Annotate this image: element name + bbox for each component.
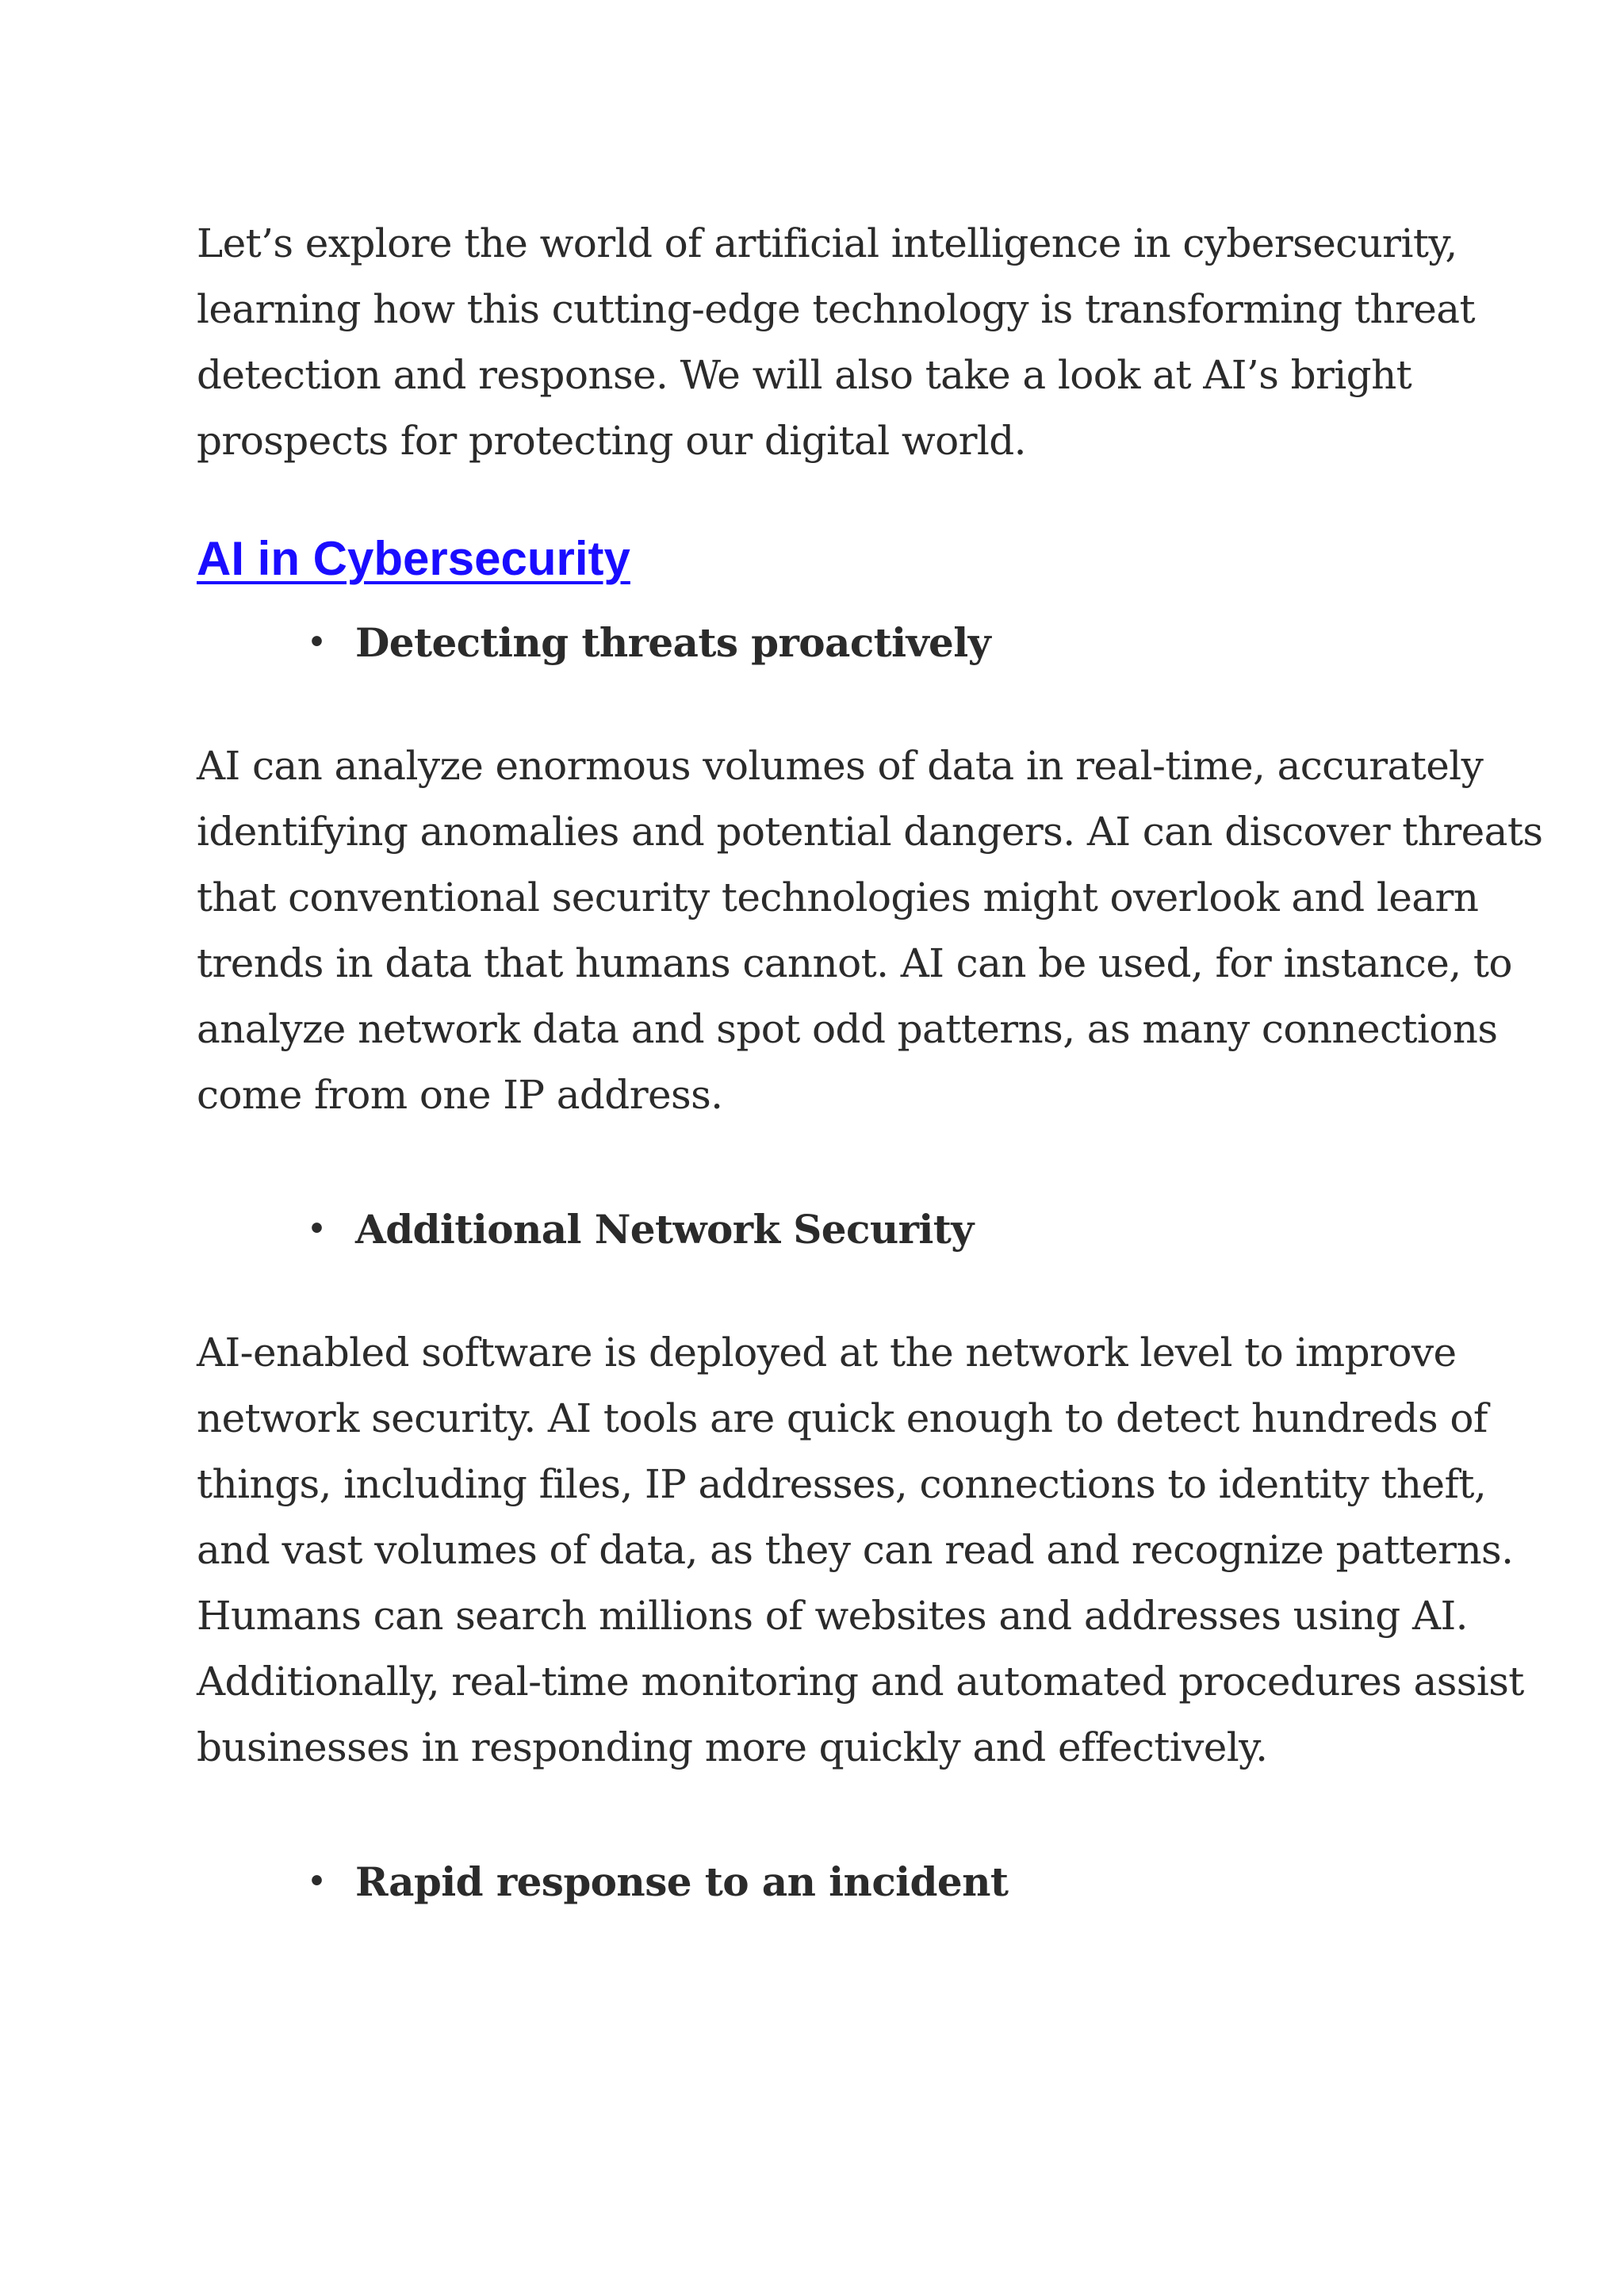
bullet-dot: • [308, 1865, 327, 1898]
paragraph-line: businesses in responding more quickly and effectively. [197, 1724, 1268, 1770]
paragraph-line: Humans can search millions of websites and addresses using AI. [197, 1593, 1468, 1639]
paragraph-line: that conventional security technologies might overlook and learn [197, 874, 1479, 920]
paragraph-line: Additionally, real-time monitoring and automated procedures assist [197, 1659, 1524, 1705]
intro-line: learning how this cutting-edge technology is transforming threat [197, 286, 1475, 332]
section-heading-link[interactable]: AI in Cybersecurity [197, 532, 630, 585]
bullet-item-rapid-response [197, 1846, 1450, 1917]
intro-paragraph [197, 211, 1475, 474]
paragraph-line: network security. AI tools are quick enough to detect hundreds of [197, 1395, 1488, 1441]
paragraph-line: analyze network data and spot odd patterns, as many connections [197, 1006, 1498, 1052]
intro-line: Let’s explore the world of artificial intelligence in cybersecurity, [197, 220, 1457, 266]
paragraph-line: AI-enabled software is deployed at the network level to improve [197, 1330, 1457, 1376]
paragraph-line: and vast volumes of data, as they can read and recognize patterns. [197, 1527, 1514, 1573]
paragraph-line: identifying anomalies and potential dangers. AI can discover threats [197, 809, 1543, 855]
bullet-dot: • [308, 626, 327, 659]
bullet-label: Rapid response to an incident [355, 1858, 1009, 1905]
bullet-item-detecting-threats [197, 607, 1450, 678]
paragraph-line: AI can analyze enormous volumes of data in real-time, accurately [197, 743, 1484, 789]
paragraph-line: come from one IP address. [197, 1072, 723, 1118]
paragraph-line: things, including files, IP addresses, connections to identity theft, [197, 1461, 1487, 1507]
bullet-item-network-security [197, 1193, 1450, 1265]
paragraph-line: trends in data that humans cannot. AI can be used, for instance, to [197, 940, 1512, 986]
intro-line: prospects for protecting our digital world. [197, 418, 1026, 464]
document-page [197, 211, 1543, 1917]
paragraph-network-security [197, 1320, 1524, 1781]
bullet-dot: • [308, 1212, 327, 1246]
bullet-label: Additional Network Security [355, 1205, 974, 1253]
paragraph-detecting-threats [197, 733, 1543, 1128]
intro-line: detection and response. We will also take a look at AI’s bright [197, 352, 1412, 398]
bullet-label: Detecting threats proactively [355, 618, 991, 666]
